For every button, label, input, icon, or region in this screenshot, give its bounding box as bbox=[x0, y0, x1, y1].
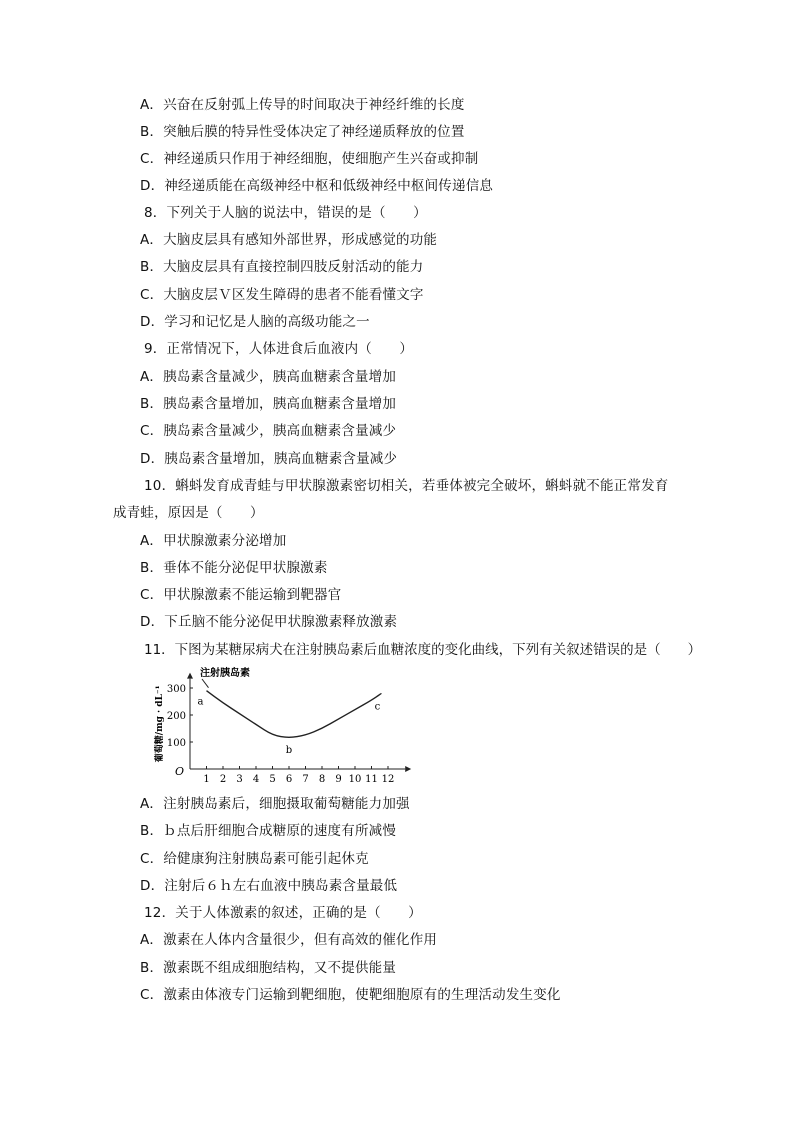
doc-line-2: B．突触后膜的特异性受体决定了神经递质释放的位置 bbox=[140, 124, 465, 140]
point-label-b: b bbox=[285, 744, 293, 756]
x-tick-label: 10 bbox=[348, 774, 362, 785]
doc-line-29: C．激素由体液专门运输到靶细胞，使靶细胞原有的生理活动发生变化 bbox=[140, 987, 561, 1003]
point-label-a: a bbox=[197, 696, 204, 708]
doc-line-7: B．大脑皮层具有直接控制四肢反射活动的能力 bbox=[140, 259, 424, 275]
doc-line-23: B．ｂ点后肝细胞合成糖原的速度有所减慢 bbox=[140, 823, 397, 839]
doc-line-13: C．胰岛素含量减少，胰高血糖素含量减少 bbox=[140, 423, 397, 439]
y-axis-label: 葡萄糖/mg · dL⁻¹ bbox=[155, 685, 165, 763]
y-tick-label: 300 bbox=[166, 684, 186, 695]
x-tick-label: 6 bbox=[285, 774, 293, 785]
doc-line-27: A．激素在人体内含量很少，但有高效的催化作用 bbox=[140, 932, 438, 948]
doc-line-9: D．学习和记忆是人脑的高级功能之一 bbox=[140, 314, 370, 330]
doc-line-24: C．给健康狗注射胰岛素可能引起休克 bbox=[140, 851, 369, 867]
question-8: 8．下列关于人脑的说法中，错误的是（ ） bbox=[144, 205, 427, 221]
x-axis-arrow bbox=[405, 766, 411, 772]
x-tick-label: 11 bbox=[365, 774, 378, 785]
doc-line-25: D．注射后６ｈ左右血液中胰岛素含量最低 bbox=[140, 878, 398, 894]
doc-line-6: A．大脑皮层具有感知外部世界，形成感觉的功能 bbox=[140, 232, 438, 248]
x-tick-label: 1 bbox=[203, 774, 210, 785]
doc-line-28: B．激素既不组成细胞结构，又不提供能量 bbox=[140, 960, 397, 976]
question-9: 9．正常情况下，人体进食后血液内（ ） bbox=[144, 341, 414, 357]
question-12: 12．关于人体激素的叙述，正确的是（ ） bbox=[144, 905, 422, 921]
y-axis-arrow bbox=[187, 673, 193, 679]
y-tick-label: 200 bbox=[166, 711, 186, 722]
point-label-c: c bbox=[374, 701, 381, 713]
doc-line-14: D．胰岛素含量增加，胰高血糖素含量减少 bbox=[140, 451, 398, 467]
origin-label: O bbox=[175, 765, 185, 778]
doc-line-18: B．垂体不能分泌促甲状腺激素 bbox=[140, 560, 328, 576]
x-tick-label: 5 bbox=[269, 774, 276, 785]
doc-line-3: C．神经递质只作用于神经细胞，使细胞产生兴奋或抑制 bbox=[140, 151, 479, 167]
x-tick-label: 2 bbox=[219, 774, 227, 785]
doc-line-11: A．胰岛素含量减少，胰高血糖素含量增加 bbox=[140, 369, 397, 385]
annotation-label: 注射胰岛素 bbox=[200, 668, 250, 679]
x-tick-label: 4 bbox=[252, 774, 260, 785]
doc-line-19: C．甲状腺激素不能运输到靶器官 bbox=[140, 587, 342, 603]
x-tick-label: 9 bbox=[335, 774, 342, 785]
glucose-chart bbox=[155, 664, 468, 786]
doc-line-16: 成青蛙，原因是（ ） bbox=[113, 505, 264, 521]
annotation-arrow bbox=[202, 679, 209, 688]
doc-line-17: A．甲状腺激素分泌增加 bbox=[140, 533, 287, 549]
x-tick-label: 12 bbox=[381, 774, 395, 785]
doc-line-22: A．注射胰岛素后，细胞摄取葡萄糖能力加强 bbox=[140, 796, 410, 812]
doc-line-4: D．神经递质能在高级神经中枢和低级神经中枢间传递信息 bbox=[140, 178, 494, 194]
doc-line-8: C．大脑皮层Ｖ区发生障碍的患者不能看懂文字 bbox=[140, 287, 424, 303]
y-tick-label: 100 bbox=[166, 738, 186, 749]
x-tick-label: 3 bbox=[236, 774, 243, 785]
doc-line-20: D．下丘脑不能分泌促甲状腺激素释放激素 bbox=[140, 614, 398, 630]
doc-line-1: A．兴奋在反射弧上传导的时间取决于神经纤维的长度 bbox=[140, 97, 465, 113]
doc-line-12: B．胰岛素含量增加，胰高血糖素含量增加 bbox=[140, 396, 397, 412]
question-10: 10．蝌蚪发育成青蛙与甲状腺激素密切相关，若垂体被完全破坏，蝌蚪就不能正常发育 bbox=[144, 478, 669, 494]
x-tick-label: 8 bbox=[318, 774, 326, 785]
question-11: 11．下图为某糖尿病犬在注射胰岛素后血糖浓度的变化曲线，下列有关叙述错误的是（ ） bbox=[144, 642, 702, 658]
x-tick-label: 7 bbox=[302, 774, 309, 785]
glucose-curve bbox=[207, 691, 382, 738]
